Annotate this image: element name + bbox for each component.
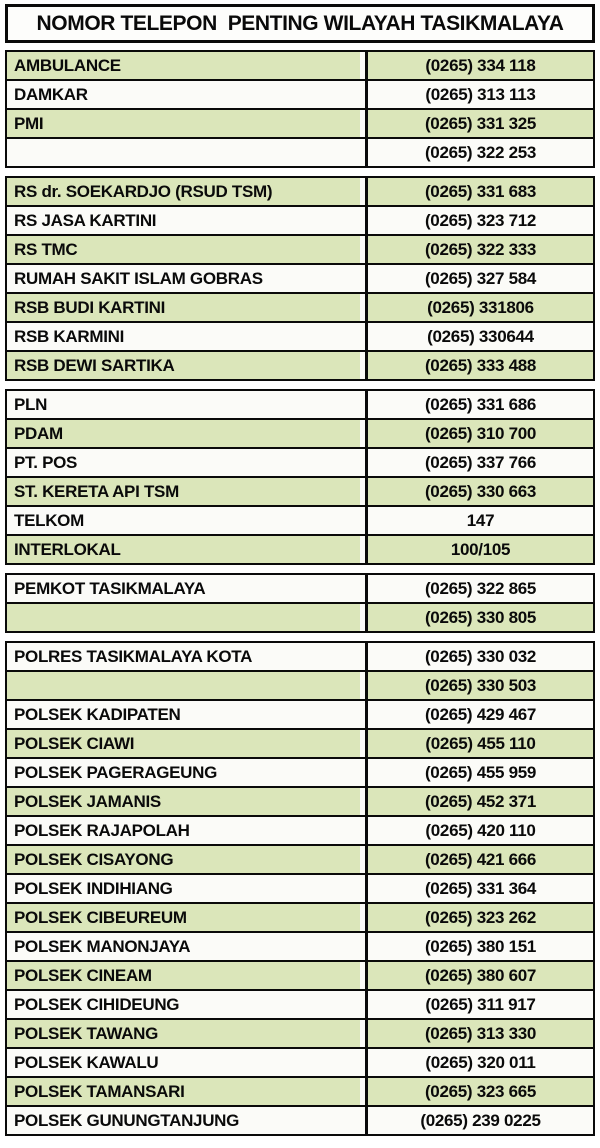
table-row [7,846,593,875]
entry-phone: (0265) 313 113 [368,81,593,108]
entry-phone: (0265) 330 805 [368,604,593,631]
table-row [7,81,593,110]
table-row [7,643,593,672]
phone-table-block [5,641,595,1136]
table-row [7,1078,593,1107]
entry-phone: (0265) 429 467 [368,701,593,728]
entry-name: AMBULANCE [7,52,368,79]
entry-phone: (0265) 337 766 [368,449,593,476]
table-row [7,449,593,478]
entry-phone: 100/105 [368,536,593,563]
phone-table-block [5,573,595,633]
entry-name: POLSEK MANONJAYA [7,933,368,960]
table-row [7,391,593,420]
entry-name: POLSEK INDIHIANG [7,875,368,902]
table-row [7,265,593,294]
entry-phone: (0265) 311 917 [368,991,593,1018]
entry-name: POLSEK GUNUNGTANJUNG [7,1107,368,1134]
table-row [7,991,593,1020]
entry-phone: (0265) 455 110 [368,730,593,757]
entry-phone: (0265) 310 700 [368,420,593,447]
table-row [7,110,593,139]
entry-phone: (0265) 322 865 [368,575,593,602]
entry-name [7,604,368,631]
phone-table-block [5,50,595,168]
entry-name: RS TMC [7,236,368,263]
table-row [7,236,593,265]
entry-name: RS JASA KARTINI [7,207,368,234]
entry-phone: (0265) 452 371 [368,788,593,815]
entry-phone: (0265) 380 607 [368,962,593,989]
entry-phone: (0265) 455 959 [368,759,593,786]
table-row [7,759,593,788]
table-row [7,1020,593,1049]
table-row [7,701,593,730]
table-row [7,575,593,604]
entry-name [7,672,368,699]
entry-name: PT. POS [7,449,368,476]
entry-name: POLRES TASIKMALAYA KOTA [7,643,368,670]
entry-name: RS dr. SOEKARDJO (RSUD TSM) [7,178,368,205]
table-row [7,507,593,536]
entry-phone: (0265) 334 118 [368,52,593,79]
entry-name: PEMKOT TASIKMALAYA [7,575,368,602]
entry-name: POLSEK CIBEUREUM [7,904,368,931]
entry-name: POLSEK KADIPATEN [7,701,368,728]
entry-phone: (0265) 330 503 [368,672,593,699]
entry-phone: (0265) 322 333 [368,236,593,263]
entry-phone: (0265) 331 686 [368,391,593,418]
entry-phone: (0265) 323 262 [368,904,593,931]
entry-name: RSB BUDI KARTINI [7,294,368,321]
table-row [7,420,593,449]
entry-name: POLSEK PAGERAGEUNG [7,759,368,786]
entry-phone: (0265) 323 712 [368,207,593,234]
entry-name: RUMAH SAKIT ISLAM GOBRAS [7,265,368,292]
entry-phone: (0265) 333 488 [368,352,593,379]
table-row [7,933,593,962]
entry-phone: (0265) 331 683 [368,178,593,205]
entry-phone: (0265) 331 325 [368,110,593,137]
entry-name: POLSEK RAJAPOLAH [7,817,368,844]
table-row [7,1049,593,1078]
table-row [7,536,593,563]
table-row [7,904,593,933]
entry-name: INTERLOKAL [7,536,368,563]
entry-name: RSB DEWI SARTIKA [7,352,368,379]
phone-table [5,50,595,1136]
entry-name: POLSEK TAWANG [7,1020,368,1047]
table-row [7,1107,593,1134]
entry-phone: (0265) 322 253 [368,139,593,166]
phone-table-block [5,389,595,565]
entry-phone: (0265) 331 364 [368,875,593,902]
entry-phone: (0265) 327 584 [368,265,593,292]
table-row [7,672,593,701]
entry-phone: (0265) 331806 [368,294,593,321]
table-row [7,178,593,207]
entry-name: POLSEK CINEAM [7,962,368,989]
table-row [7,52,593,81]
entry-phone: (0265) 239 0225 [368,1107,593,1134]
entry-name: POLSEK KAWALU [7,1049,368,1076]
entry-phone: (0265) 420 110 [368,817,593,844]
entry-name: POLSEK CIHIDEUNG [7,991,368,1018]
entry-name: RSB KARMINI [7,323,368,350]
page-title: NOMOR TELEPON PENTING WILAYAH TASIKMALAYA [5,4,595,43]
entry-name: POLSEK CIAWI [7,730,368,757]
entry-name: DAMKAR [7,81,368,108]
entry-phone: (0265) 330 032 [368,643,593,670]
table-row [7,478,593,507]
entry-phone: 147 [368,507,593,534]
table-row [7,604,593,631]
table-row [7,139,593,166]
entry-name: POLSEK TAMANSARI [7,1078,368,1105]
table-row [7,788,593,817]
table-row [7,962,593,991]
entry-phone: (0265) 330 663 [368,478,593,505]
table-row [7,323,593,352]
table-row [7,352,593,379]
entry-phone: (0265) 421 666 [368,846,593,873]
entry-phone: (0265) 320 011 [368,1049,593,1076]
phone-table-block [5,176,595,381]
entry-name: TELKOM [7,507,368,534]
table-row [7,875,593,904]
table-row [7,294,593,323]
entry-phone: (0265) 380 151 [368,933,593,960]
entry-name: POLSEK CISAYONG [7,846,368,873]
entry-phone: (0265) 323 665 [368,1078,593,1105]
table-row [7,817,593,846]
table-row [7,207,593,236]
entry-name: ST. KERETA API TSM [7,478,368,505]
entry-name: PMI [7,110,368,137]
table-row [7,730,593,759]
entry-name: PDAM [7,420,368,447]
entry-name: PLN [7,391,368,418]
entry-phone: (0265) 313 330 [368,1020,593,1047]
entry-phone: (0265) 330644 [368,323,593,350]
entry-name [7,139,368,166]
entry-name: POLSEK JAMANIS [7,788,368,815]
